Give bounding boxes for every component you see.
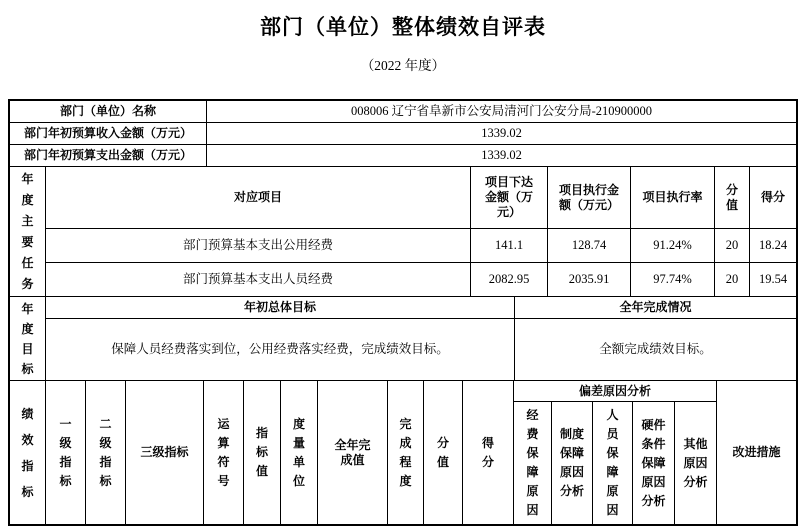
annual-goals-side-label: 年度目标: [10, 297, 46, 381]
annual-tasks-section: [10, 167, 796, 297]
col-header-score: 得分: [750, 167, 796, 229]
indicators-side-label: 绩效指标: [10, 381, 46, 524]
page-subtitle: （2022 年度）: [360, 58, 446, 73]
budget-expense-value: 1339.02: [207, 145, 796, 167]
task-row-rate: 91.24%: [631, 229, 715, 263]
col-improvement-measures: 改进措施: [732, 445, 781, 459]
col-indicator-value: 指标值: [244, 381, 281, 524]
completion-text: 全额完成绩效目标。: [515, 319, 796, 381]
task-row-rate: 97.74%: [631, 263, 715, 297]
col-level3-indicator: 三级指标: [126, 381, 204, 524]
col-level1-indicator: 一级指标: [46, 381, 86, 524]
task-row-executed: 128.74: [548, 229, 631, 263]
initial-goal-text: 保障人员经费落实到位，公用经费落实经费，完成绩效目标。: [46, 319, 515, 381]
col-personnel-guarantee-reason: 人员保障原因: [593, 402, 633, 524]
deviation-analysis-header: 偏差原因分析: [514, 381, 717, 402]
completion-header: 全年完成情况: [515, 297, 796, 319]
col-other-reason: 其他原因分析: [675, 402, 717, 524]
task-row-score: 18.24: [750, 229, 796, 263]
col-header-executed-amount: 项目执行金额（万元）: [548, 167, 631, 229]
page-title: 部门（单位）整体绩效自评表: [260, 16, 546, 39]
col-completion-degree: 完成程度: [388, 381, 424, 524]
col-header-project: 对应项目: [46, 167, 471, 229]
col-annual-completion-value: 全年完成值: [318, 381, 388, 524]
col-header-score-value: 分值: [715, 167, 750, 229]
initial-goal-header: 年初总体目标: [46, 297, 515, 319]
info-section: [10, 101, 796, 167]
budget-expense-label: 部门年初预算支出金额（万元）: [10, 145, 207, 167]
col-hardware-guarantee-reason: 硬件条件保障原因分析: [633, 402, 675, 524]
col-score: 得分: [463, 381, 514, 524]
col-operator-symbol: 运算符号: [204, 381, 244, 524]
indicators-section: [10, 381, 796, 524]
task-row-score-value: 20: [715, 229, 750, 263]
col-score-value: 分值: [424, 381, 463, 524]
task-row-project: 部门预算基本支出公用经费: [46, 229, 471, 263]
budget-income-value: 1339.02: [207, 123, 796, 145]
col-level2-indicator: 二级指标: [86, 381, 126, 524]
col-header-allocated-amount: 项目下达金额（万元）: [471, 167, 548, 229]
task-row-allocated: 2082.95: [471, 263, 548, 297]
col-system-guarantee-reason: 制度保障原因分析: [552, 402, 593, 524]
col-header-execution-rate: 项目执行率: [631, 167, 715, 229]
evaluation-table: [8, 99, 798, 526]
dept-name-value: 008006 辽宁省阜新市公安局清河门公安分局-210900000: [207, 101, 796, 123]
task-row-allocated: 141.1: [471, 229, 548, 263]
task-row-score: 19.54: [750, 263, 796, 297]
task-row-executed: 2035.91: [548, 263, 631, 297]
col-measure-unit: 度量单位: [281, 381, 318, 524]
dept-name-label: 部门（单位）名称: [10, 101, 207, 123]
budget-income-label: 部门年初预算收入金额（万元）: [10, 123, 207, 145]
annual-tasks-side-label: 年度主要任务: [10, 167, 46, 297]
col-funding-guarantee-reason: 经费保障原因: [514, 402, 552, 524]
task-row-score-value: 20: [715, 263, 750, 297]
annual-goals-section: [10, 297, 796, 381]
task-row-project: 部门预算基本支出人员经费: [46, 263, 471, 297]
